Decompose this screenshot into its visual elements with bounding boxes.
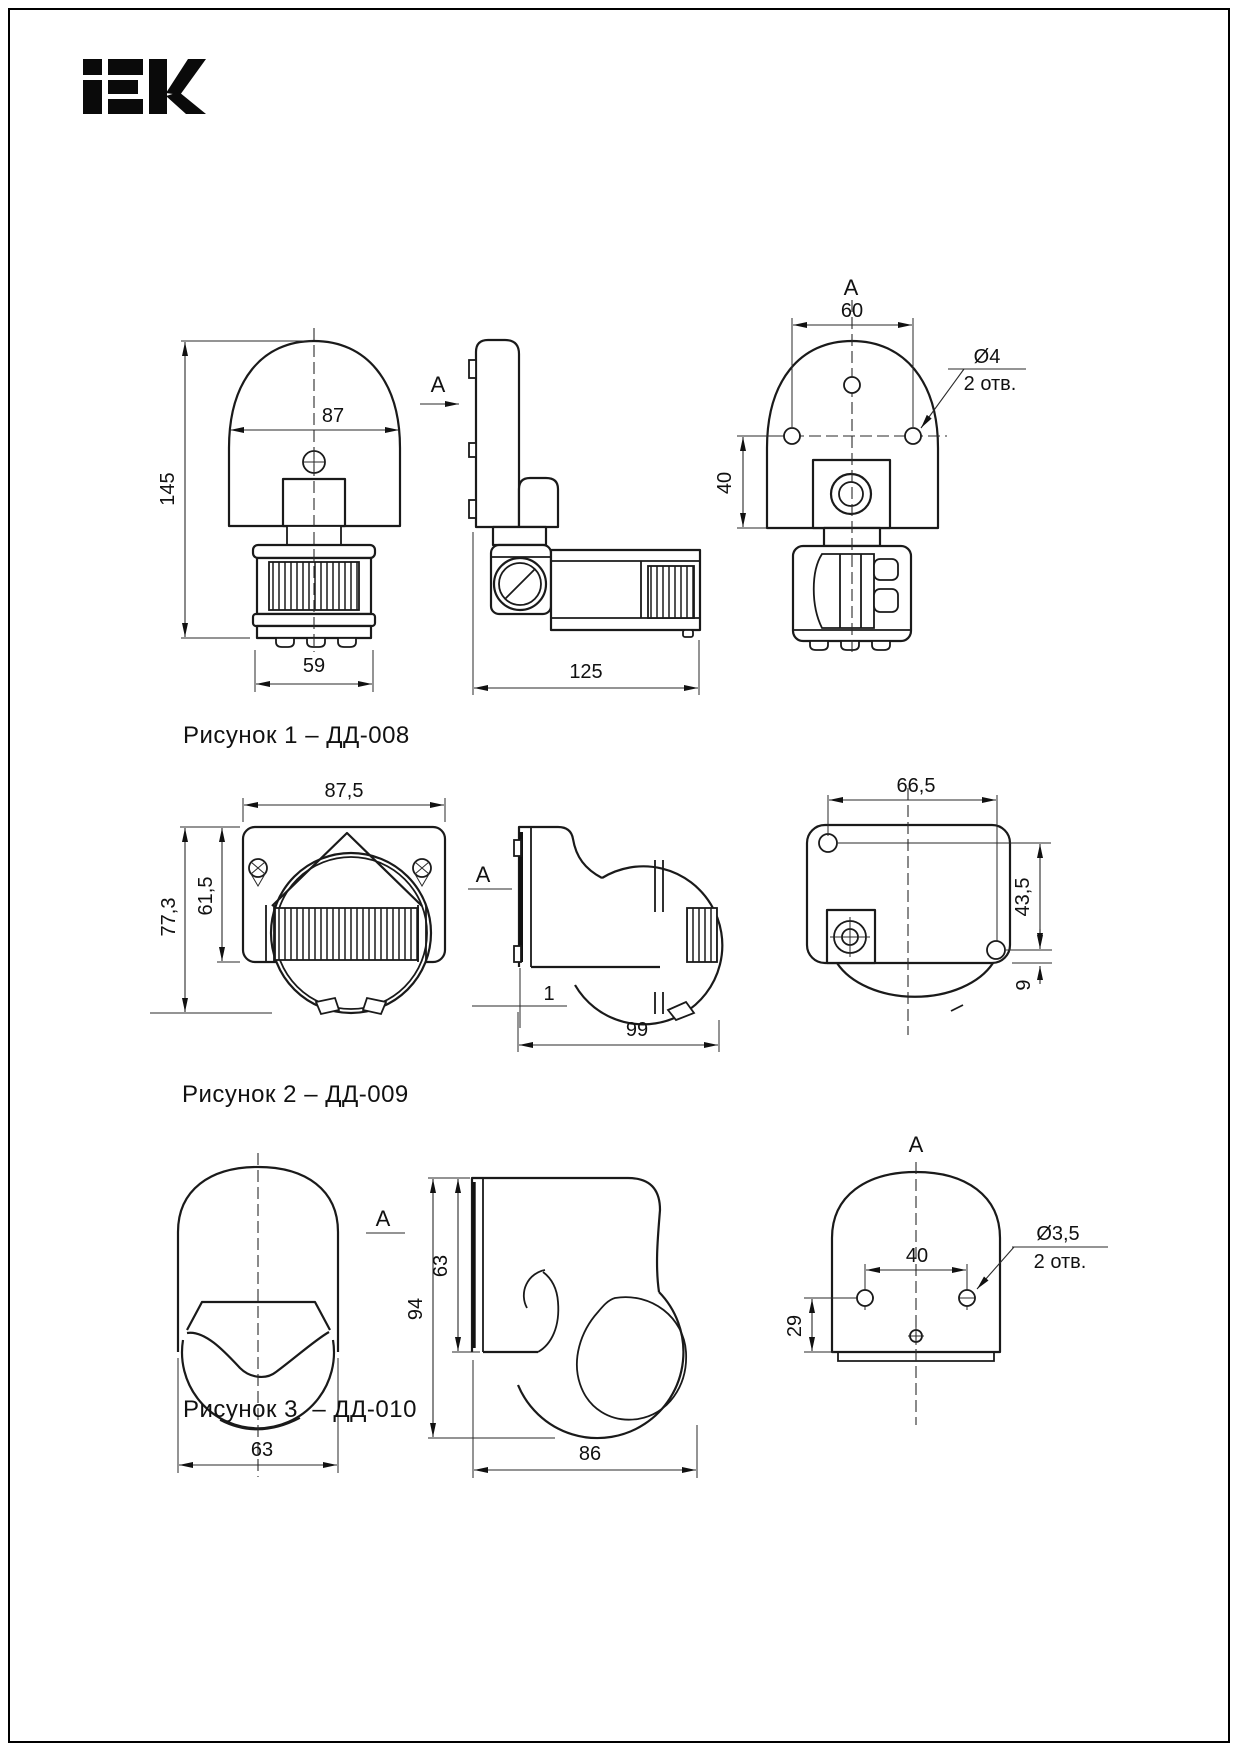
figure-dd008-drawing: [157, 275, 1026, 695]
dd008-front-view: [157, 328, 400, 692]
figure-dd009-drawing: [150, 775, 1052, 1052]
dd008-rear-hole-left: [784, 428, 800, 444]
dim-dd008-hole-offset: 40: [714, 471, 736, 495]
dd010-rear-hole-left: [857, 1290, 873, 1306]
callout-dd010-hole-count: 2 отв.: [1033, 1251, 1087, 1273]
dd010-view-label: A: [375, 1206, 391, 1231]
dim-dd008-hole-span: 60: [840, 300, 864, 322]
dim-dd008-front-height: 145: [157, 472, 179, 506]
callout-dd010-hole-diameter: Ø3,5: [1036, 1223, 1080, 1245]
figure-dd010-drawing: [178, 1132, 1108, 1478]
dd009-rear-view: [807, 775, 1052, 1035]
figure1-caption: Рисунок 1 – ДД-008: [183, 722, 410, 749]
callout-dd008-hole-count: 2 отв.: [963, 373, 1017, 395]
dd009-rear-hole-bottomright: [987, 941, 1005, 959]
dim-dd008-sensor-width: 59: [302, 655, 326, 677]
dim-dd009-front-width: 87,5: [324, 780, 364, 802]
figure3-caption: Рисунок 3 – ДД-010: [183, 1396, 417, 1423]
dd008-rear-view: [714, 275, 1026, 655]
dd008-rear-view-label: A: [843, 275, 859, 300]
dim-dd010-side-length: 86: [578, 1443, 602, 1465]
dim-dd008-side-length: 125: [569, 661, 603, 683]
dd009-side-view: [468, 827, 722, 1052]
dd010-rear-view: [784, 1132, 1108, 1425]
dim-dd010-front-width: 63: [250, 1439, 274, 1461]
dd010-side-ball: [518, 1292, 683, 1438]
dd008-side-view: [420, 340, 700, 695]
dim-dd010-body-height: 63: [430, 1254, 452, 1278]
dim-dd009-plate-height: 61,5: [195, 876, 217, 916]
dim-dd010-hole-offset: 29: [784, 1314, 806, 1338]
dd008-rear-hole-right: [905, 428, 921, 444]
dd008-view-arrow-label: A: [430, 372, 446, 397]
iek-logo: [83, 59, 206, 114]
dd008-rear-hole-top: [844, 377, 860, 393]
dd009-front-view: [150, 780, 445, 1014]
dim-dd010-hole-span: 40: [905, 1245, 929, 1267]
dim-dd009-side-length: 99: [625, 1019, 649, 1041]
dd010-side-lens: [577, 1297, 686, 1420]
dim-dd008-front-width: 87: [321, 405, 345, 427]
dd009-rear-hole-topleft: [819, 834, 837, 852]
dim-dd010-total-height: 94: [405, 1297, 427, 1321]
dd008-side-plate: [476, 340, 519, 527]
dd010-rear-view-label: A: [908, 1132, 924, 1157]
dd010-side-view: [405, 1178, 697, 1478]
dim-dd009-hole-offset: 43,5: [1012, 877, 1034, 917]
dim-dd009-bottom-offset: 9: [1013, 979, 1035, 991]
dd009-rear-ball: [837, 963, 993, 997]
dd009-view-label: A: [475, 862, 491, 887]
dd010-front-view: [178, 1153, 405, 1477]
dim-dd009-hole-span: 66,5: [896, 775, 936, 797]
callout-dd009-plate-thickness: 1: [543, 983, 555, 1005]
dd010-side-body: [472, 1178, 660, 1352]
dim-dd009-total-height: 77,3: [158, 897, 180, 937]
dd009-front-ribs: [275, 908, 418, 960]
dd010-front-wave: [187, 1332, 329, 1377]
figure2-caption: Рисунок 2 – ДД-009: [182, 1081, 409, 1108]
callout-dd008-hole-diameter: Ø4: [973, 346, 1001, 368]
